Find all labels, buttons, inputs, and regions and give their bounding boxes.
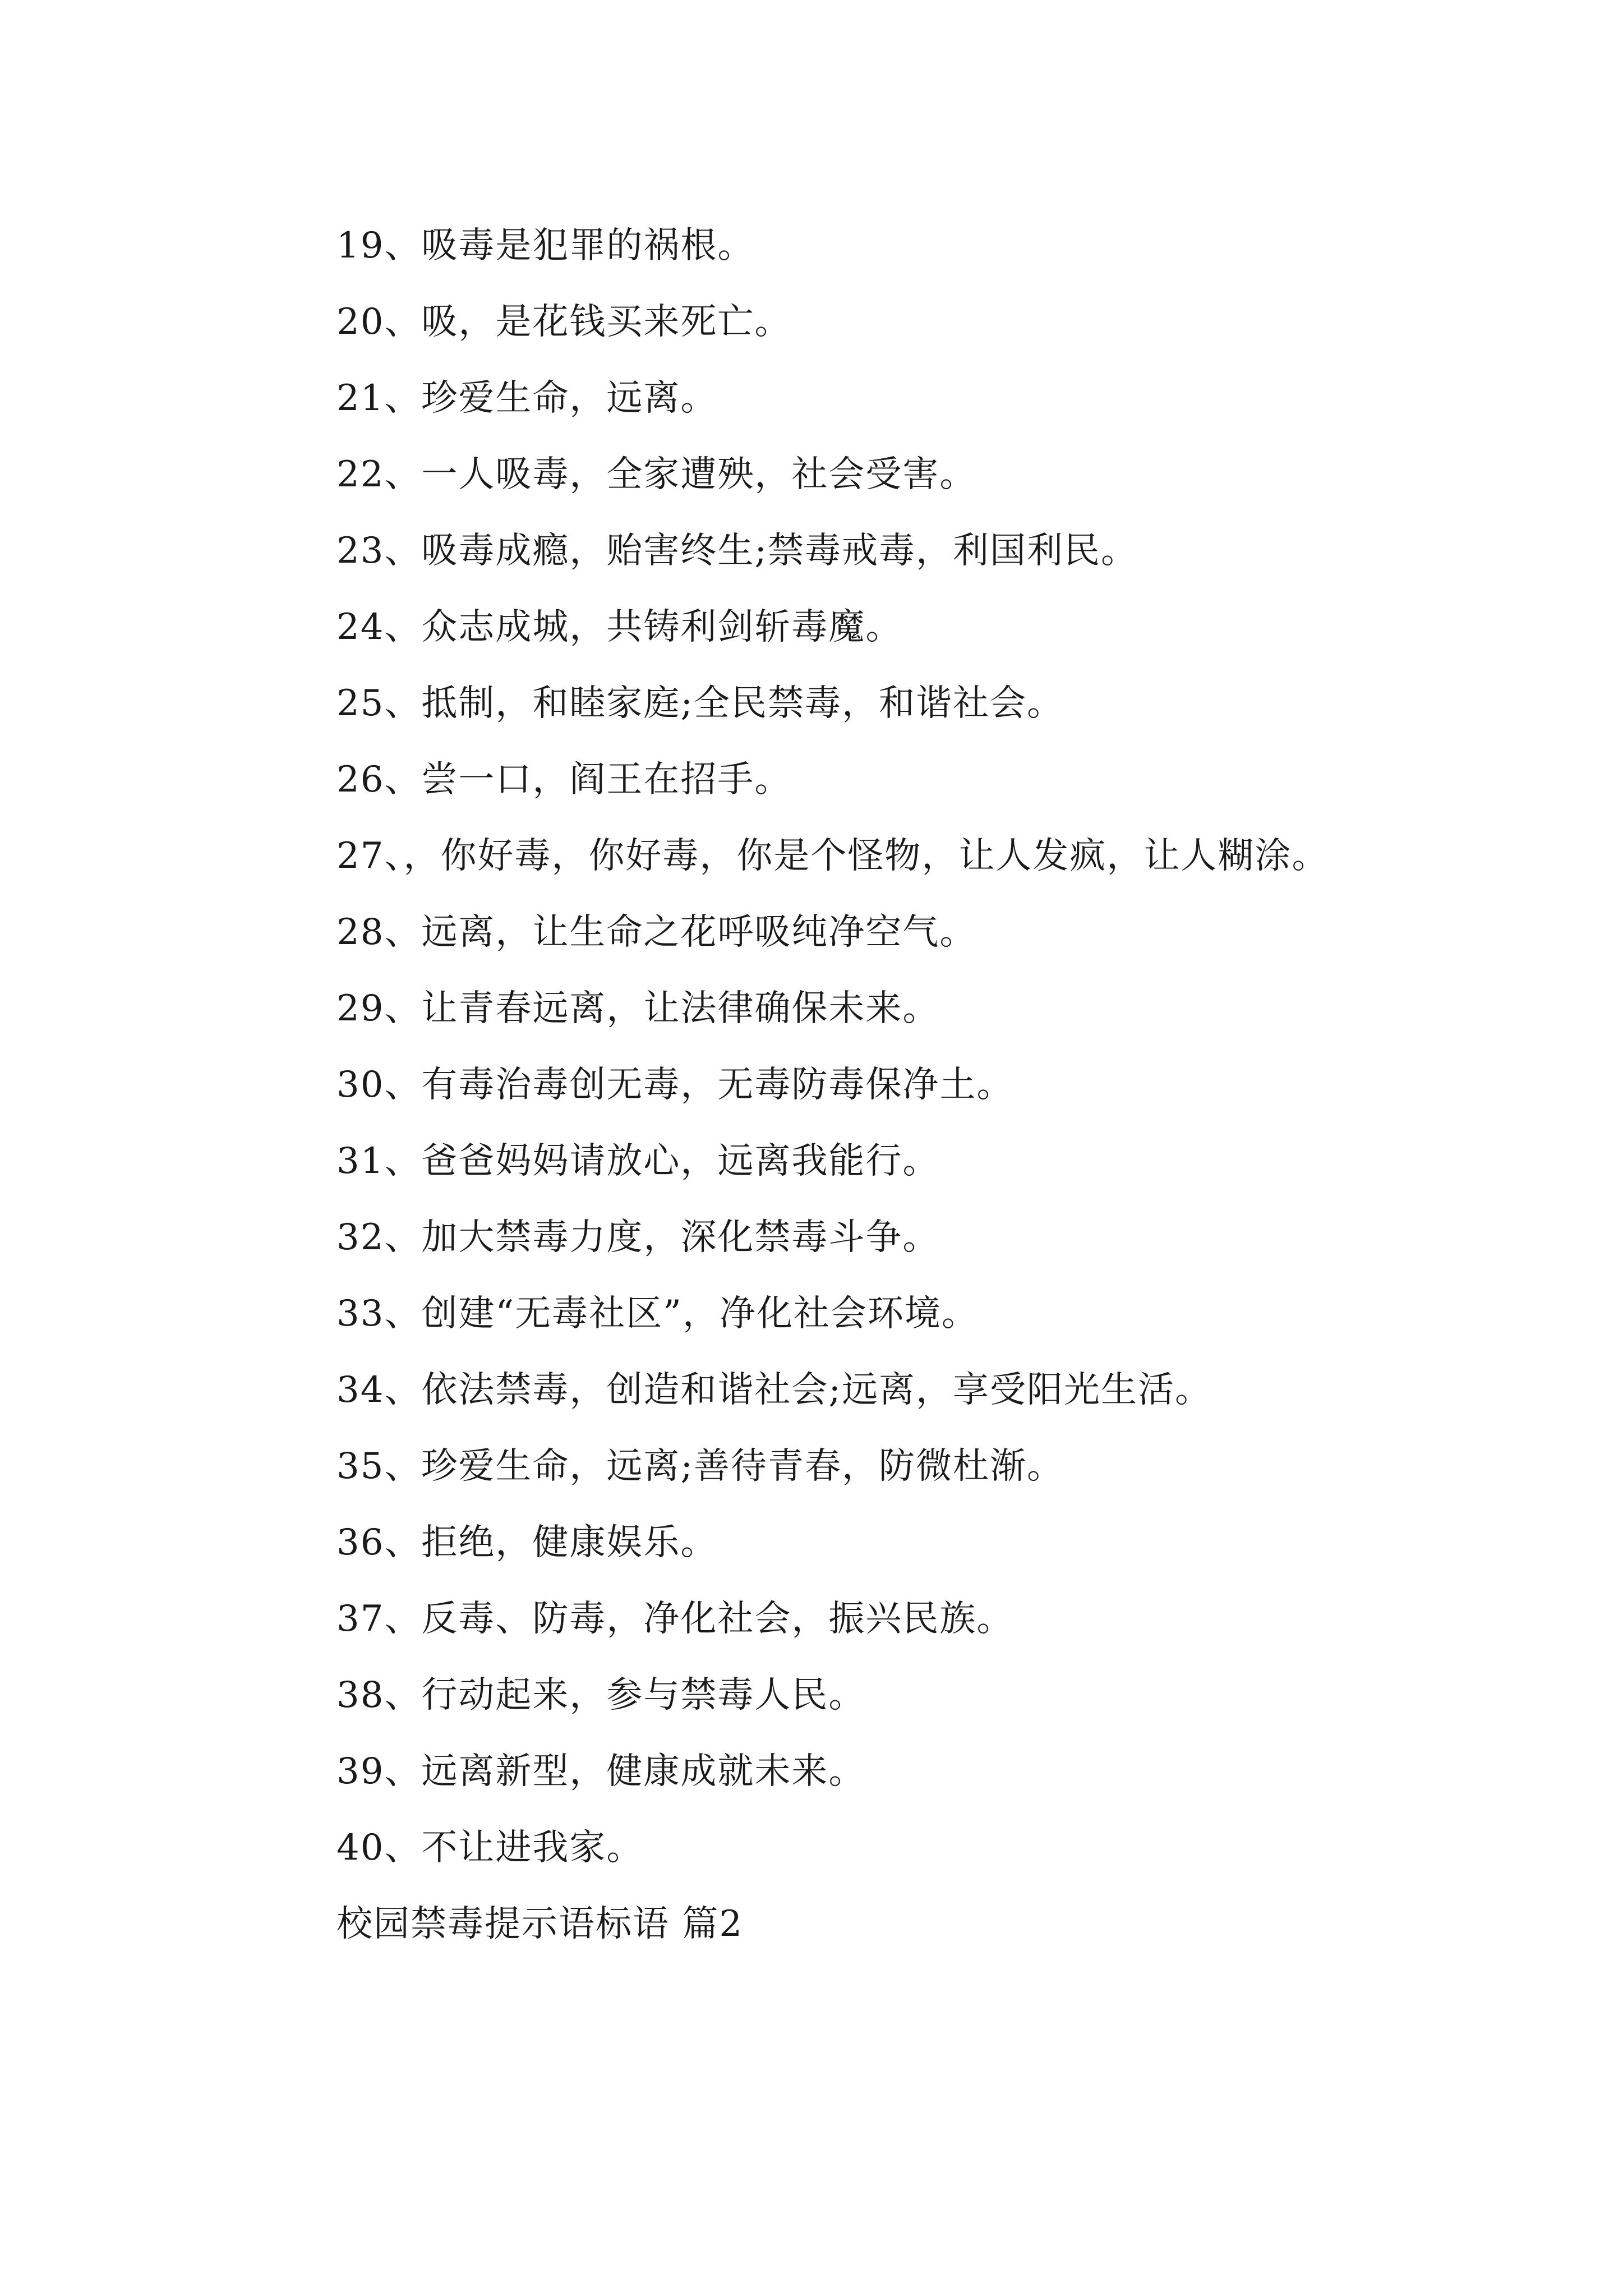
slogan-20: 20、吸，是花钱买来死亡。 [336,301,792,343]
section-heading: 校园禁毒提示语标语 篇2 [336,1903,744,1945]
slogan-40: 40、不让进我家。 [336,1827,644,1869]
slogan-32: 32、加大禁毒力度，深化禁毒斗争。 [336,1217,940,1258]
slogan-29: 29、让青春远离，让法律确保未来。 [336,988,940,1029]
slogan-33: 33、创建“无毒社区”，净化社会环境。 [336,1293,979,1335]
slogan-38: 38、行动起来，参与禁毒人民。 [336,1674,866,1716]
slogan-37: 37、反毒、防毒，净化社会，振兴民族。 [336,1598,1014,1640]
slogan-35: 35、珍爱生命，远离;善待青春，防微杜渐。 [336,1446,1064,1487]
slogan-27: 27、，你好毒，你好毒，你是个怪物，让人发疯，让人糊涂。 [336,835,1329,877]
slogan-22: 22、一人吸毒，全家遭殃，社会受害。 [336,454,977,495]
slogan-26: 26、尝一口，阎王在招手。 [336,759,792,800]
slogan-23: 23、吸毒成瘾，贻害终生;禁毒戒毒，利国利民。 [336,530,1138,572]
slogan-30: 30、有毒治毒创无毒，无毒防毒保净土。 [336,1064,1014,1106]
slogan-21: 21、珍爱生命，远离。 [336,378,718,419]
slogan-31: 31、爸爸妈妈请放心，远离我能行。 [336,1140,940,1182]
slogan-39: 39、远离新型，健康成就未来。 [336,1751,866,1792]
slogan-25: 25、抵制，和睦家庭;全民禁毒，和谐社会。 [336,683,1064,724]
document-body [247,208,1391,1962]
slogan-28: 28、远离，让生命之花呼吸纯净空气。 [336,912,977,953]
slogan-36: 36、拒绝，健康娱乐。 [336,1522,718,1563]
slogan-24: 24、众志成城，共铸利剑斩毒魔。 [336,606,903,648]
slogan-19: 19、吸毒是犯罪的祸根。 [336,225,755,266]
slogan-34: 34、依法禁毒，创造和谐社会;远离，享受阳光生活。 [336,1369,1212,1411]
